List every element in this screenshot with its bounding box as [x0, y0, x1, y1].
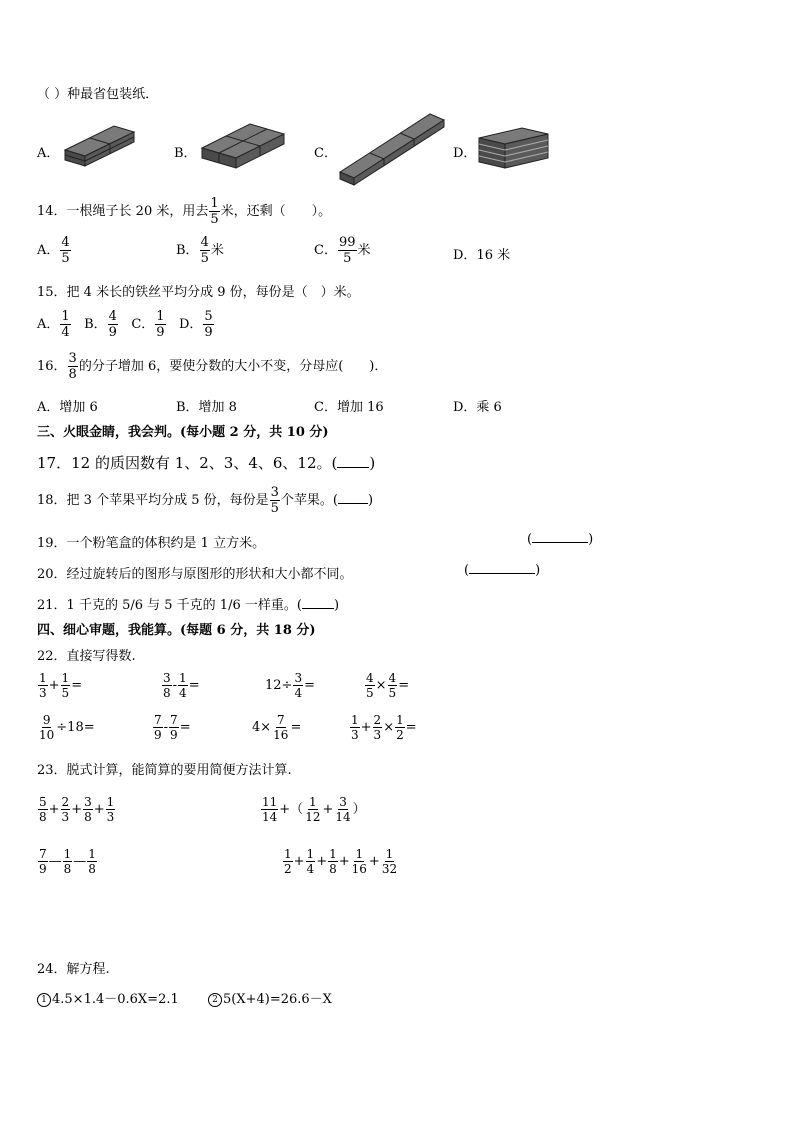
q16-option-c: C．增加 16 — [314, 400, 384, 415]
q23-expr-3: $\frac{7}{9}$ — $\frac{1}{8}$ — $\frac{1}{8}$ — [39, 847, 96, 876]
q22-expr-1: $\frac{1}{3}$ + $\frac{1}{5}$ = — [39, 671, 83, 700]
q15-options: A． $\frac{1}{4}$ B． $\frac{4}{9}$ C． $\frac{1}{9}$ D． $\frac{5}{9}$ — [37, 309, 213, 340]
q13-option-b-box-icon — [198, 118, 290, 172]
q14-option-a: A． $\frac{4}{5}$ — [37, 235, 70, 266]
q16-option-a: A．增加 6 — [37, 400, 98, 415]
q24-equation-2: 2 5(X+4)=26.6－X — [208, 988, 332, 1007]
circled-number-icon: 2 — [208, 993, 222, 1007]
q22-expr-6: $\frac{7}{9}$ - $\frac{7}{9}$ = — [154, 713, 191, 742]
q23-expr-4: $\frac{1}{2}$ + $\frac{1}{4}$ + $\frac{1}{8}$ + $\frac{1}{16}$ + $\frac{1}{32}$ — [284, 847, 398, 876]
circled-number-icon: 1 — [37, 993, 51, 1007]
q20-stem: 20．经过旋转后的图形与原图形的形状和大小都不同。 — [37, 567, 353, 582]
q13-option-c-label: C． — [314, 146, 337, 161]
q15-stem: 15．把 4 米长的铁丝平均分成 9 份，每份是（ ）米。 — [37, 285, 360, 300]
section-4-heading: 四、细心审题，我能算。(每题 6 分，共 18 分) — [37, 623, 316, 638]
q22-expr-7: 4× $\frac{7}{16}$ = — [252, 713, 302, 742]
q23-expr-2: $\frac{11}{14}$ +（ $\frac{1}{12}$ + $\frac{3}{14}$ ） — [262, 795, 366, 824]
q19-answer-blank[interactable]: ( ) — [527, 532, 594, 547]
section-3-heading: 三、火眼金睛，我会判。(每小题 2 分，共 10 分) — [37, 425, 329, 440]
q13-option-b-label: B． — [174, 146, 197, 161]
q22-expr-4: $\frac{4}{5}$ × $\frac{4}{5}$ = — [366, 671, 410, 700]
q13-stem: （ ）种最省包装纸． — [37, 87, 159, 102]
q22-expr-8: $\frac{1}{3}$ + $\frac{2}{3}$ × $\frac{1}{2}$ = — [351, 713, 417, 742]
q14-option-d: D．16 米 — [453, 248, 511, 263]
fraction: $\frac{1}{5}$ — [210, 196, 219, 227]
q23-title: 23．脱式计算，能简算的要用简便方法计算. — [37, 763, 292, 778]
q13-option-d-box-icon — [476, 124, 552, 172]
q16-option-b: B．增加 8 — [176, 400, 237, 415]
q14-option-b: B． $\frac{4}{5}$ 米 — [176, 235, 224, 266]
q16-stem: 16． $\frac{3}{8}$ 的分子增加 6，要使分数的大小不变，分母应( )． — [37, 351, 388, 382]
q19-stem: 19．一个粉笔盒的体积约是 1 立方米。 — [37, 536, 266, 551]
q22-expr-5: $\frac{9}{10}$ ÷18= — [39, 713, 95, 742]
q14-stem: 14．一根绳子长 20 米，用去 $\frac{1}{5}$ 米，还剩（ ）。 — [37, 196, 332, 227]
q17: 17．12 的质因数有 1、2、3、4、6、12。( ) — [37, 454, 376, 472]
q24-equation-1: 1 4.5×1.4－0.6X=2.1 — [37, 988, 179, 1007]
q20-answer-blank[interactable]: ( ) — [464, 563, 541, 578]
q18: 18．把 3 个苹果平均分成 5 份，每份是 $\frac{3}{5}$ 个苹果。( ) — [37, 485, 374, 516]
q22-expr-2: $\frac{3}{8}$ - $\frac{1}{4}$ = — [163, 671, 200, 700]
q22-expr-3: 12÷ $\frac{3}{4}$ = — [265, 671, 315, 700]
q13-option-d-label: D． — [453, 146, 477, 161]
q14-option-c: C． $\frac{99}{5}$ 米 — [314, 235, 371, 266]
q23-expr-1: $\frac{5}{8}$ + $\frac{2}{3}$ + $\frac{3}{8}$ + $\frac{1}{3}$ — [39, 795, 115, 824]
q13-option-a-label: A． — [37, 146, 60, 161]
q16-option-d: D．乘 6 — [453, 400, 502, 415]
q22-title: 22．直接写得数. — [37, 649, 136, 664]
q13-option-c-box-icon — [336, 110, 450, 186]
q21: 21．1 千克的 5/6 与 5 千克的 1/6 一样重。( ) — [37, 598, 340, 613]
q24-title: 24．解方程. — [37, 962, 110, 977]
q13-option-a-box-icon — [62, 120, 138, 170]
